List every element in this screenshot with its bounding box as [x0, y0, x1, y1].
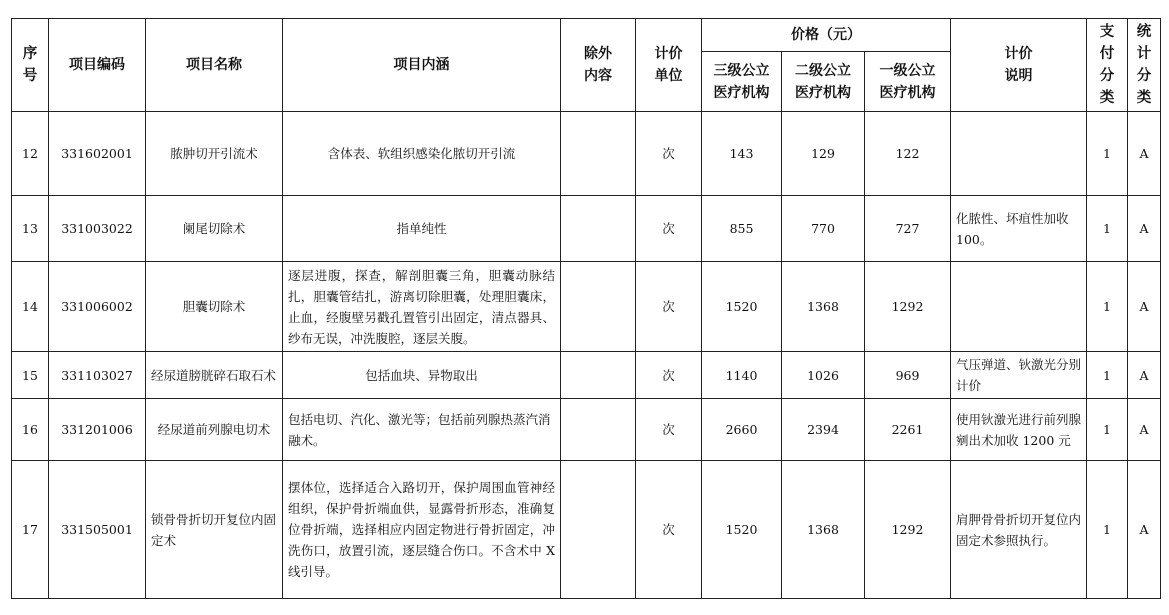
cell-content: 摆体位，选择适合入路切开，保护周围血管神经组织，保护骨折端血供，显露骨折形态，准确复位骨折端，选择相应内固定物进行骨折固定，冲洗伤口，放置引流，逐层缝合伤口。不含术中 X 线引导。 [283, 461, 561, 599]
table-row [12, 112, 1161, 196]
cell-name: 经尿道膀胱碎石取石术 [146, 352, 283, 399]
cell-name: 脓肿切开引流术 [146, 112, 283, 196]
cell-seq: 17 [12, 461, 49, 599]
cell-price-l2: 2394 [782, 399, 865, 461]
table-row [12, 262, 1161, 352]
cell-price-l1: 2261 [865, 399, 951, 461]
cell-price-l3: 855 [702, 196, 782, 262]
cell-excluded [561, 262, 636, 352]
price-table [11, 18, 1161, 599]
header-price-l2: 二级公立 医疗机构 [782, 52, 865, 112]
header-content: 项目内涵 [283, 19, 561, 112]
header-price-l3: 三级公立 医疗机构 [702, 52, 782, 112]
cell-content: 逐层进腹，探查，解剖胆囊三角，胆囊动脉结扎，胆囊管结扎，游离切除胆囊，处理胆囊床，止血，经腹壁另戳孔置管引出固定，清点器具、纱布无误，冲洗腹腔，逐层关腹。 [283, 262, 561, 352]
header-note: 计价 说明 [951, 19, 1087, 112]
cell-unit: 次 [636, 352, 702, 399]
cell-stat: A [1128, 399, 1161, 461]
cell-price-l1: 1292 [865, 262, 951, 352]
cell-price-l3: 2660 [702, 399, 782, 461]
header-pay: 支 付 分 类 [1087, 19, 1128, 112]
cell-excluded [561, 399, 636, 461]
cell-content: 含体表、软组织感染化脓切开引流 [283, 112, 561, 196]
cell-name: 经尿道前列腺电切术 [146, 399, 283, 461]
cell-note: 肩胛骨骨折切开复位内固定术参照执行。 [951, 461, 1087, 599]
header-price-l1: 一级公立 医疗机构 [865, 52, 951, 112]
cell-note: 气压弹道、钬激光分别计价 [951, 352, 1087, 399]
cell-stat: A [1128, 461, 1161, 599]
cell-price-l2: 1368 [782, 461, 865, 599]
cell-content: 指单纯性 [283, 196, 561, 262]
cell-stat: A [1128, 196, 1161, 262]
cell-price-l3: 143 [702, 112, 782, 196]
cell-code: 331201006 [49, 399, 146, 461]
table-row [12, 399, 1161, 461]
header-name: 项目名称 [146, 19, 283, 112]
cell-name: 胆囊切除术 [146, 262, 283, 352]
cell-price-l2: 1368 [782, 262, 865, 352]
table-body [12, 112, 1161, 599]
cell-code: 331006002 [49, 262, 146, 352]
cell-note: 化脓性、坏疽性加收100。 [951, 196, 1087, 262]
cell-price-l2: 129 [782, 112, 865, 196]
table-header [12, 19, 1161, 112]
table-row [12, 461, 1161, 599]
cell-unit: 次 [636, 196, 702, 262]
cell-pay: 1 [1087, 196, 1128, 262]
cell-content: 包括电切、汽化、激光等；包括前列腺热蒸汽消融术。 [283, 399, 561, 461]
cell-pay: 1 [1087, 112, 1128, 196]
cell-unit: 次 [636, 461, 702, 599]
cell-stat: A [1128, 262, 1161, 352]
cell-seq: 15 [12, 352, 49, 399]
cell-price-l3: 1140 [702, 352, 782, 399]
cell-price-l1: 727 [865, 196, 951, 262]
cell-unit: 次 [636, 399, 702, 461]
cell-price-l3: 1520 [702, 262, 782, 352]
cell-stat: A [1128, 112, 1161, 196]
header-stat: 统 计 分 类 [1128, 19, 1161, 112]
cell-pay: 1 [1087, 461, 1128, 599]
cell-unit: 次 [636, 112, 702, 196]
cell-pay: 1 [1087, 262, 1128, 352]
cell-code: 331103027 [49, 352, 146, 399]
cell-note: 使用钬激光进行前列腺剜出术加收 1200 元 [951, 399, 1087, 461]
cell-content: 包括血块、异物取出 [283, 352, 561, 399]
cell-seq: 12 [12, 112, 49, 196]
cell-stat: A [1128, 352, 1161, 399]
header-code: 项目编码 [49, 19, 146, 112]
cell-name: 阑尾切除术 [146, 196, 283, 262]
header-unit: 计价 单位 [636, 19, 702, 112]
header-seq: 序 号 [12, 19, 49, 112]
table-row [12, 196, 1161, 262]
cell-note [951, 112, 1087, 196]
cell-code: 331602001 [49, 112, 146, 196]
cell-seq: 16 [12, 399, 49, 461]
cell-unit: 次 [636, 262, 702, 352]
cell-excluded [561, 196, 636, 262]
cell-name: 锁骨骨折切开复位内固定术 [146, 461, 283, 599]
cell-note [951, 262, 1087, 352]
cell-price-l1: 969 [865, 352, 951, 399]
cell-price-l1: 1292 [865, 461, 951, 599]
cell-excluded [561, 461, 636, 599]
cell-excluded [561, 352, 636, 399]
header-price-group: 价格（元） [702, 19, 951, 52]
header-excluded: 除外 内容 [561, 19, 636, 112]
cell-price-l3: 1520 [702, 461, 782, 599]
cell-seq: 14 [12, 262, 49, 352]
cell-pay: 1 [1087, 352, 1128, 399]
cell-pay: 1 [1087, 399, 1128, 461]
cell-price-l1: 122 [865, 112, 951, 196]
cell-seq: 13 [12, 196, 49, 262]
cell-price-l2: 770 [782, 196, 865, 262]
cell-code: 331505001 [49, 461, 146, 599]
cell-price-l2: 1026 [782, 352, 865, 399]
cell-excluded [561, 112, 636, 196]
table-row [12, 352, 1161, 399]
cell-code: 331003022 [49, 196, 146, 262]
